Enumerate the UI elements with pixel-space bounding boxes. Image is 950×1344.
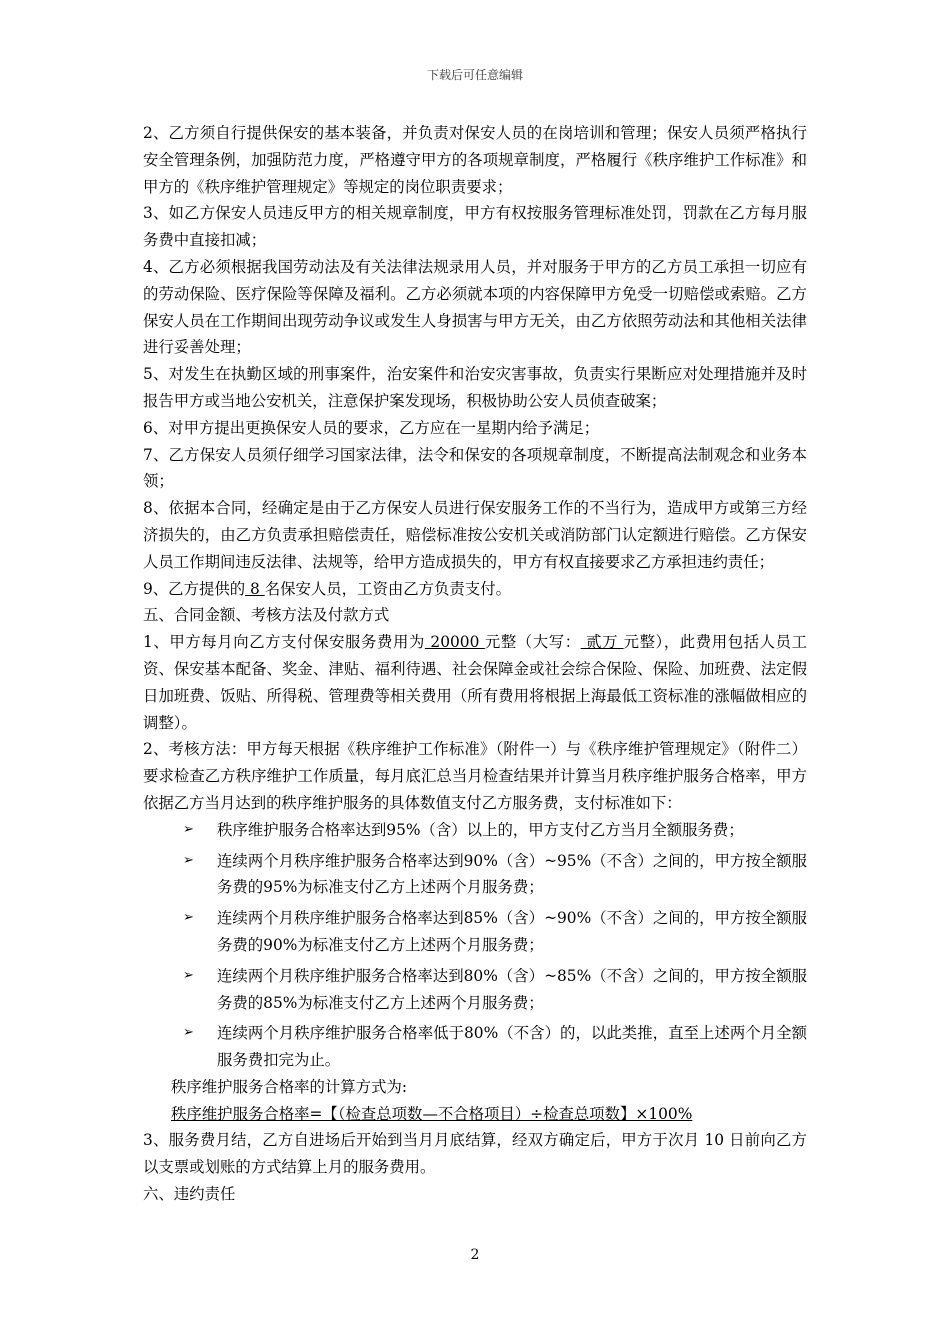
document-body (143, 120, 807, 1208)
clause-3: 3、如乙方保安人员违反甲方的相关规章制度，甲方有权按服务管理标准处罚，罚款在乙方每月服务费中直接扣减； (143, 204, 807, 250)
list-item (143, 848, 807, 902)
clause-2: 2、乙方须自行提供保安的基本装备，并负责对保安人员的在岗培训和管理；保安人员须严格执行安全管理条例，加强防范力度，严格遵守甲方的各项规章制度，严格履行《秩序维护工作标准》和甲方的《秩序维护管理规定》等规定的岗位职责要求； (143, 124, 807, 196)
fee-prefix: 1、甲方每月向乙方支付保安服务费用为 (143, 633, 425, 652)
list-item (143, 905, 807, 959)
section-5-item-2: 2、考核方法：甲方每天根据《秩序维护工作标准》（附件一）与《秩序维护管理规定》（附件二）要求检查乙方秩序维护工作质量，每月底汇总当月检查结果并计算当月秩序维护服务合格率，甲方依据乙方当月达到的秩序维护服务的具体数值支付乙方服务费，支付标准如下： (143, 740, 807, 812)
payment-standard-list (143, 817, 807, 1074)
arrow-bullet-icon: ➢ (183, 1025, 194, 1041)
clause-4: 4、乙方必须根据我国劳动法及有关法律法规录用人员，并对服务于甲方的乙方员工承担一切应有的劳动保险、医疗保险等保障及福利。乙方必须就本项的内容保障甲方免受一切赔偿或索赔。乙方保安人员在工作期间出现劳动争议或发生人身损害与甲方无关，由乙方依照劳动法和其他相关法律进行妥善处理； (143, 257, 807, 357)
arrow-bullet-icon: ➢ (183, 821, 194, 837)
page-number: 2 (470, 1247, 480, 1263)
section-6-title: 六、违约责任 (143, 1185, 236, 1204)
list-item-text: 连续两个月秩序维护服务合格率低于80%（不含）的，以此类推，直至上述两个月全额服务费扣完为止。 (217, 1024, 807, 1070)
clause-9 (143, 576, 807, 603)
list-item-text: 秩序维护服务合格率达到95%（含）以上的，甲方支付乙方当月全额服务费； (217, 820, 744, 839)
list-item (143, 817, 807, 844)
fee-mid: 元整（大写： (484, 633, 581, 652)
list-item-text: 连续两个月秩序维护服务合格率达到90%（含）~95%（不含）之间的，甲方按全额服务费的95%为标准支付乙方上述两个月服务费； (217, 851, 807, 897)
page-header: 下载后可任意编辑 (426, 68, 523, 82)
fee-suffix: 元整），此费用包括人员工资、保安基本配备、奖金、津贴、福利待遇、社会保障金或社会综合保险、保险、加班费、法定假日加班费、饭贴、所得税、管理费等相关费用（所有费用将根据上海最低工资标准的涨幅做相应的调整）。 (143, 633, 807, 732)
arrow-bullet-icon: ➢ (183, 967, 194, 983)
list-item (143, 1020, 807, 1074)
clause-5: 5、对发生在执勤区域的刑事案件，治安案件和治安灾害事故，负责实行果断应对处理措施并及时报告甲方或当地公安机关，注意保护案发现场，积极协助公安人员侦查破案； (143, 365, 807, 410)
fee-amount-words: 贰万 (580, 633, 624, 652)
clause-9-suffix: 名保安人员，工资由乙方负责支付。 (264, 579, 511, 598)
list-item-text: 连续两个月秩序维护服务合格率达到85%（含）~90%（不含）之间的，甲方按全额服务费的90%为标准支付乙方上述两个月服务费； (217, 909, 807, 954)
pass-rate-formula: 秩序维护服务合格率=【（检查总项数—不合格项目）÷检查总项数】×100% (171, 1104, 693, 1123)
fee-amount: 20000 (424, 633, 485, 652)
arrow-bullet-icon: ➢ (183, 852, 194, 868)
clause-6: 6、对甲方提出更换保安人员的要求，乙方应在一星期内给予满足； (143, 418, 600, 437)
list-item (143, 963, 807, 1017)
section-5-item-1 (143, 629, 807, 736)
clause-9-prefix: 9、乙方提供的 (143, 579, 246, 598)
section-5-item-3: 3、服务费月结，乙方自进场后开始到当月月底结算，经双方确定后，甲方于次月 10 日前向乙方以支票或划账的方式结算上月的服务费用。 (143, 1131, 807, 1177)
list-item-text: 连续两个月秩序维护服务合格率达到80%（含）~85%（不含）之间的，甲方按全额服务费的85%为标准支付乙方上述两个月服务费； (217, 966, 807, 1012)
section-5-title: 五、合同金额、考核方法及付款方式 (143, 606, 390, 625)
calc-intro: 秩序维护服务合格率的计算方式为: (171, 1077, 408, 1096)
clause-8: 8、依据本合同，经确定是由于乙方保安人员进行保安服务工作的不当行为，造成甲方或第三方经济损失的，由乙方负责承担赔偿责任，赔偿标准按公安机关或消防部门认定额进行赔偿。乙方保安人员工作期间违反法律、法规等，给甲方造成损失的，甲方有权直接要求乙方承担违约责任； (143, 499, 807, 571)
guard-count: 8 (245, 579, 265, 598)
arrow-bullet-icon: ➢ (183, 910, 194, 926)
clause-7: 7、乙方保安人员须仔细学习国家法律，法令和保安的各项规章制度，不断提高法制观念和业务本领； (143, 445, 807, 491)
